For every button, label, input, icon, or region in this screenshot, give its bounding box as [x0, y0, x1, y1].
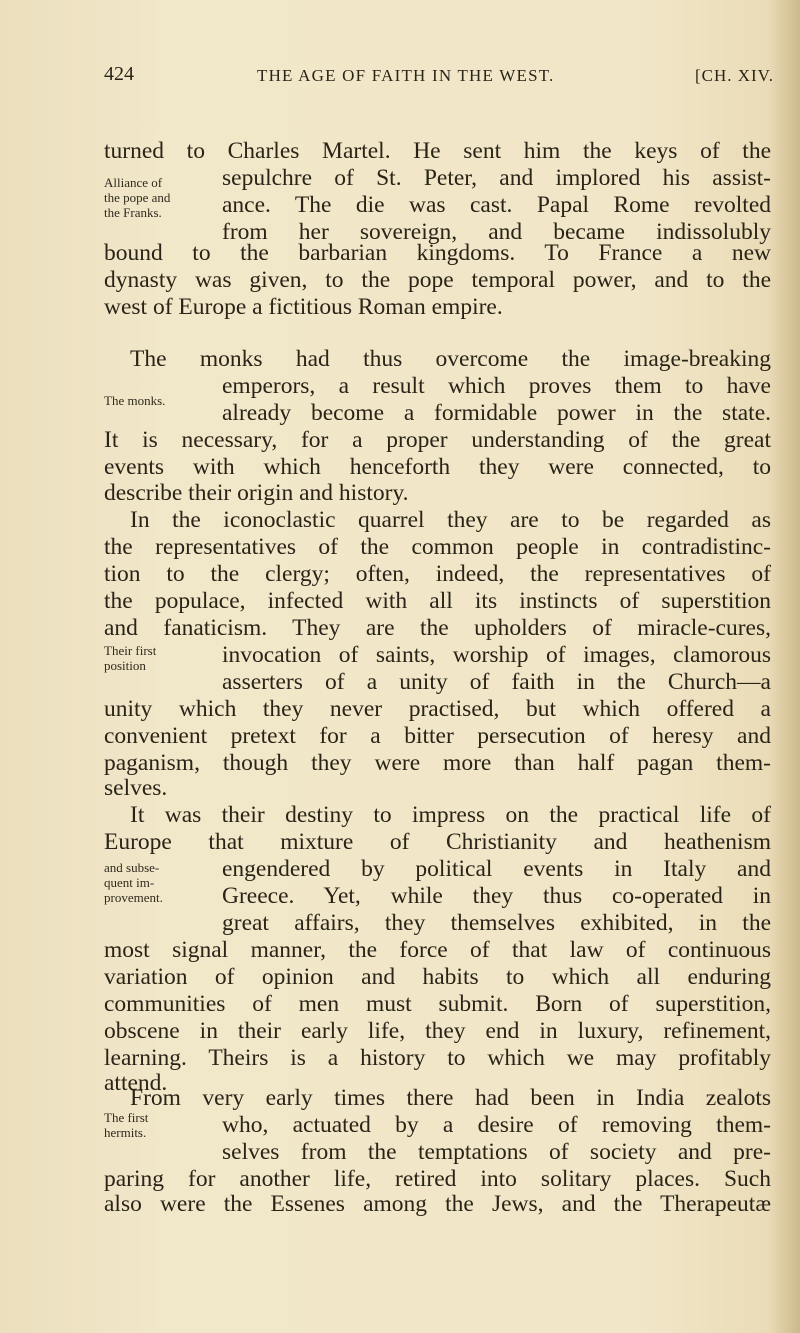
body-line: selves.	[104, 775, 168, 801]
body-line: paring for another life, retired into solitary places. Such	[104, 1166, 771, 1192]
side-note-line: the Franks.	[104, 205, 162, 220]
body-line: The monks had thus overcome the image-breaking	[130, 346, 771, 372]
body-line: engendered by political events in Italy and	[222, 856, 771, 882]
side-note-line: the pope and	[104, 190, 171, 205]
body-line: tion to the clergy; often, indeed, the representatives of	[104, 561, 771, 587]
page-header	[104, 63, 774, 93]
body-line: Greece. Yet, while they thus co-operated in	[222, 883, 771, 909]
body-line: In the iconoclastic quarrel they are to be regarded as	[130, 507, 771, 533]
body-line: Europe that mixture of Christianity and heathenism	[104, 829, 771, 855]
body-line: It is necessary, for a proper understanding of the great	[104, 427, 771, 453]
side-note-line: Their first	[104, 643, 157, 658]
body-line: attend.	[104, 1070, 168, 1096]
body-line: invocation of saints, worship of images, clamorous	[222, 642, 771, 668]
side-note-improvement	[104, 860, 163, 905]
body-line: dynasty was given, to the pope temporal power, and to the	[104, 267, 771, 293]
running-title: THE AGE OF FAITH IN THE WEST.	[257, 66, 555, 85]
body-line: From very early times there had been in India zealots	[130, 1085, 771, 1111]
body-line: and fanaticism. They are the upholders of miracle-cures,	[104, 615, 771, 641]
side-note-monks	[104, 393, 165, 408]
body-line: paganism, though they were more than half pagan them-	[104, 750, 771, 776]
body-line: unity which they never practised, but which offered a	[104, 696, 771, 722]
body-line: bound to the barbarian kingdoms. To France a new	[104, 240, 771, 266]
side-note-line: hermits.	[104, 1125, 147, 1140]
side-note-alliance	[104, 175, 170, 220]
body-line: sepulchre of St. Peter, and implored his assist-	[222, 165, 771, 191]
side-note-first-position	[104, 643, 156, 673]
body-line: ance. The die was cast. Papal Rome revolted	[222, 192, 771, 218]
side-note-hermits	[104, 1110, 148, 1140]
body-line: emperors, a result which proves them to have	[222, 373, 771, 399]
body-line: who, actuated by a desire of removing them-	[222, 1112, 771, 1138]
body-line: also were the Essenes among the Jews, and the Therapeutæ	[104, 1191, 771, 1217]
side-note-line: quent im-	[104, 875, 155, 890]
body-line: asserters of a unity of faith in the Church—a	[222, 669, 771, 695]
body-line: communities of men must submit. Born of superstition,	[104, 991, 771, 1017]
body-line: great affairs, they themselves exhibited, in the	[222, 910, 771, 936]
body-line: already become a formidable power in the state.	[222, 400, 771, 426]
body-line: describe their origin and history.	[104, 480, 409, 506]
body-line: events with which henceforth they were connected, to	[104, 454, 771, 480]
body-line: from her sovereign, and became indissolubly	[222, 219, 771, 245]
body-line: obscene in their early life, they end in luxury, refinement,	[104, 1018, 771, 1044]
side-note-line: provement.	[104, 890, 163, 905]
body-line: the populace, infected with all its instincts of superstition	[104, 588, 771, 614]
body-line: west of Europe a fictitious Roman empire.	[104, 294, 503, 320]
side-note-line: position	[104, 658, 146, 673]
body-line: turned to Charles Martel. He sent him the keys of the	[104, 138, 771, 164]
side-note-line: Alliance of	[104, 175, 163, 190]
body-line: It was their destiny to impress on the practical life of	[130, 802, 771, 828]
page-number: 424	[104, 63, 134, 85]
body-line: the representatives of the common people in contradistinc-	[104, 534, 771, 560]
body-line: most signal manner, the force of that law of continuous	[104, 937, 771, 963]
side-note-line: The monks.	[104, 393, 166, 408]
side-note-line: and subse-	[104, 860, 160, 875]
chapter-label: [CH. XIV.	[694, 66, 774, 85]
body-line: selves from the temptations of society and pre-	[222, 1139, 771, 1165]
side-note-line: The first	[104, 1110, 149, 1125]
body-line: convenient pretext for a bitter persecution of heresy and	[104, 723, 771, 749]
body-line: learning. Theirs is a history to which we may profitably	[104, 1045, 771, 1071]
body-line: variation of opinion and habits to which all enduring	[104, 964, 771, 990]
